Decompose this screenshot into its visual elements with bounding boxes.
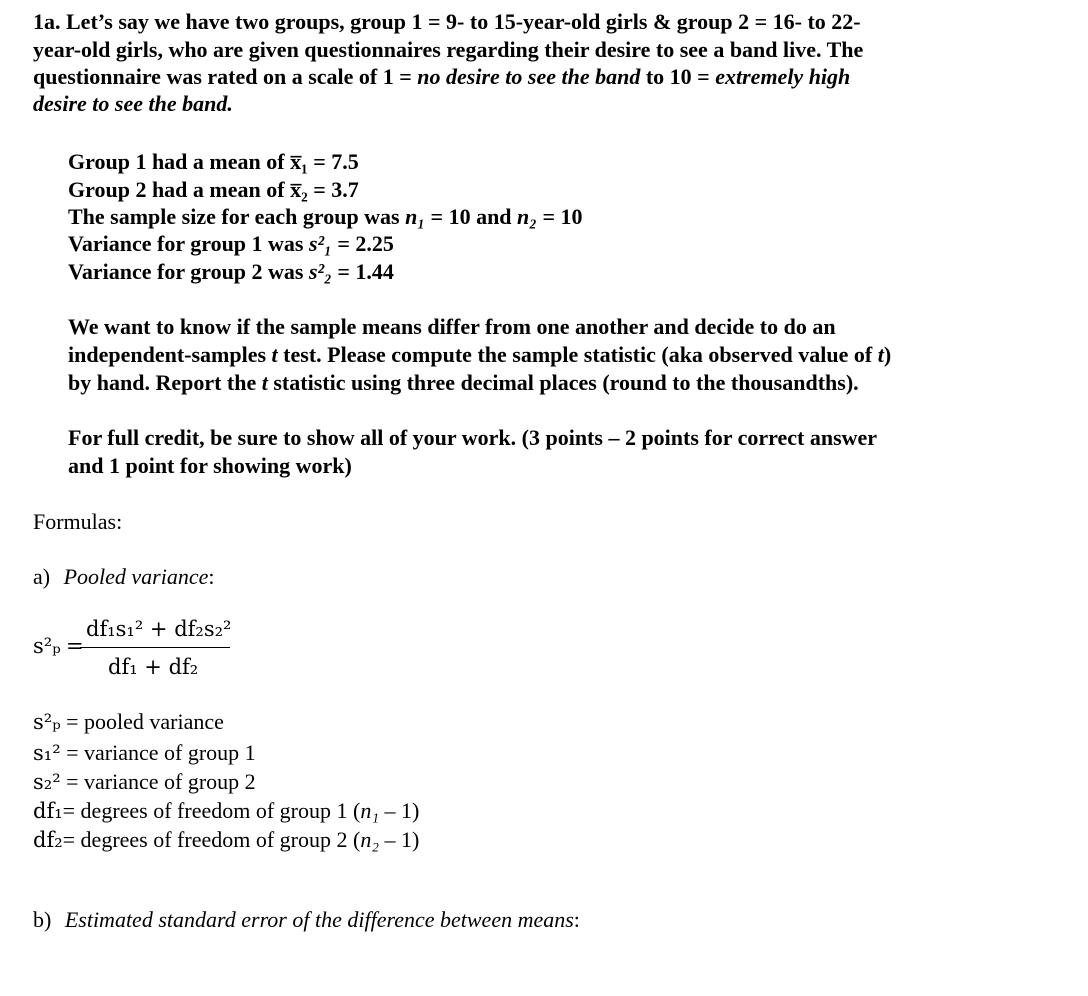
s1-squared-symbol: s²₁ xyxy=(309,231,332,256)
def-n-symbol: n₁ xyxy=(360,798,379,823)
task-line-2-a: independent-samples xyxy=(68,342,272,367)
def-variance-2 xyxy=(33,768,256,796)
given-group2-mean xyxy=(68,176,359,203)
def-df-2 xyxy=(33,826,419,854)
def-symbol: s²ₚ xyxy=(33,710,61,734)
def-text: = variance of group 2 xyxy=(60,769,256,794)
formula-b-title: Estimated standard error of the difference between means xyxy=(64,907,574,932)
task-line-3-b: statistic using three decimal places (round to the thousandths). xyxy=(267,370,859,395)
def-text: = pooled variance xyxy=(60,709,224,734)
formula-a-heading xyxy=(33,563,215,590)
n1-value: = 10 and xyxy=(425,204,518,229)
task-line-2-b: test. Please compute the sample statistic (aka observed value of xyxy=(277,342,878,367)
formula-a-title: Pooled variance xyxy=(63,564,209,589)
given-g1-value: = 7.5 xyxy=(307,149,359,174)
scale-low-label: no desire to see the band xyxy=(417,64,641,89)
formula-a-colon: : xyxy=(208,564,215,589)
given-g2-label: Group 2 had a mean of xyxy=(68,177,291,202)
question-line-4: desire to see the band. xyxy=(33,91,233,116)
t-symbol: t xyxy=(261,370,268,395)
given-var1-label: Variance for group 1 was xyxy=(68,231,309,256)
t-symbol: t xyxy=(271,342,278,367)
question-line-3-text-a: questionnaire was rated on a scale of 1 = xyxy=(33,64,418,89)
given-variance-2 xyxy=(68,258,394,285)
def-tail: – 1) xyxy=(378,798,420,823)
given-n-label: The sample size for each group was xyxy=(68,204,406,229)
xbar1-symbol: x̅₁ xyxy=(290,149,308,174)
formula-denominator: df₁ + df₂ xyxy=(108,655,199,679)
def-symbol: df₂ xyxy=(33,828,63,852)
def-symbol: df₁ xyxy=(33,799,63,823)
formula-b-label: b) xyxy=(33,907,52,932)
task-line-2 xyxy=(68,341,891,368)
fraction-bar xyxy=(80,647,230,648)
def-df-1 xyxy=(33,797,419,825)
given-group1-mean xyxy=(68,148,359,175)
task-line-2-c: ) xyxy=(883,342,892,367)
given-var2-label: Variance for group 2 was xyxy=(68,259,309,284)
question-line-2: year-old girls, who are given questionnaires regarding their desire to see a band live. The xyxy=(33,37,864,62)
given-g2-value: = 3.7 xyxy=(307,177,359,202)
given-g1-label: Group 1 had a mean of xyxy=(68,149,291,174)
def-symbol: s₁² xyxy=(33,741,61,765)
pooled-variance-symbol: s²ₚ xyxy=(33,634,61,658)
s2-squared-symbol: s²₂ xyxy=(309,259,332,284)
task-line-1: We want to know if the sample means differ from one another and decide to do an xyxy=(68,314,836,339)
n2-symbol: n₂ xyxy=(517,204,537,229)
def-text: = degrees of freedom of group 2 ( xyxy=(62,827,361,852)
question-line-3-text-c: to 10 = xyxy=(640,64,716,89)
formula-b-colon: : xyxy=(573,907,580,932)
def-tail: – 1) xyxy=(378,827,420,852)
given-variance-1 xyxy=(68,230,394,257)
def-text: = degrees of freedom of group 1 ( xyxy=(62,798,361,823)
formulas-heading: Formulas: xyxy=(33,509,123,534)
question-line-3 xyxy=(33,63,850,90)
var2-value: = 1.44 xyxy=(331,259,394,284)
task-line-3 xyxy=(68,369,859,396)
def-text: = variance of group 1 xyxy=(60,740,256,765)
scale-high-label: extremely high xyxy=(715,64,851,89)
formula-numerator: df₁s₁² + df₂s₂² xyxy=(86,617,232,641)
var1-value: = 2.25 xyxy=(331,231,394,256)
n2-value: = 10 xyxy=(536,204,583,229)
def-variance-1 xyxy=(33,739,256,767)
question-line-1: 1a. Let’s say we have two groups, group 1 = 9- to 15-year-old girls & group 2 = 16- to 22- xyxy=(33,9,861,34)
credit-line-1: For full credit, be sure to show all of your work. (3 points – 2 points for correct answer xyxy=(68,425,878,450)
given-sample-size xyxy=(68,203,583,230)
credit-line-2: and 1 point for showing work) xyxy=(68,453,352,478)
equals-sign: = xyxy=(66,634,84,658)
formula-b-heading xyxy=(33,906,580,933)
def-pooled-variance xyxy=(33,708,224,736)
n1-symbol: n₁ xyxy=(405,204,426,229)
t-symbol: t xyxy=(877,342,884,367)
xbar2-symbol: x̅₂ xyxy=(290,177,308,202)
def-symbol: s₂² xyxy=(33,770,61,794)
def-n-symbol: n₂ xyxy=(360,827,379,852)
formula-a-label: a) xyxy=(33,564,51,589)
task-line-3-a: by hand. Report the xyxy=(68,370,262,395)
